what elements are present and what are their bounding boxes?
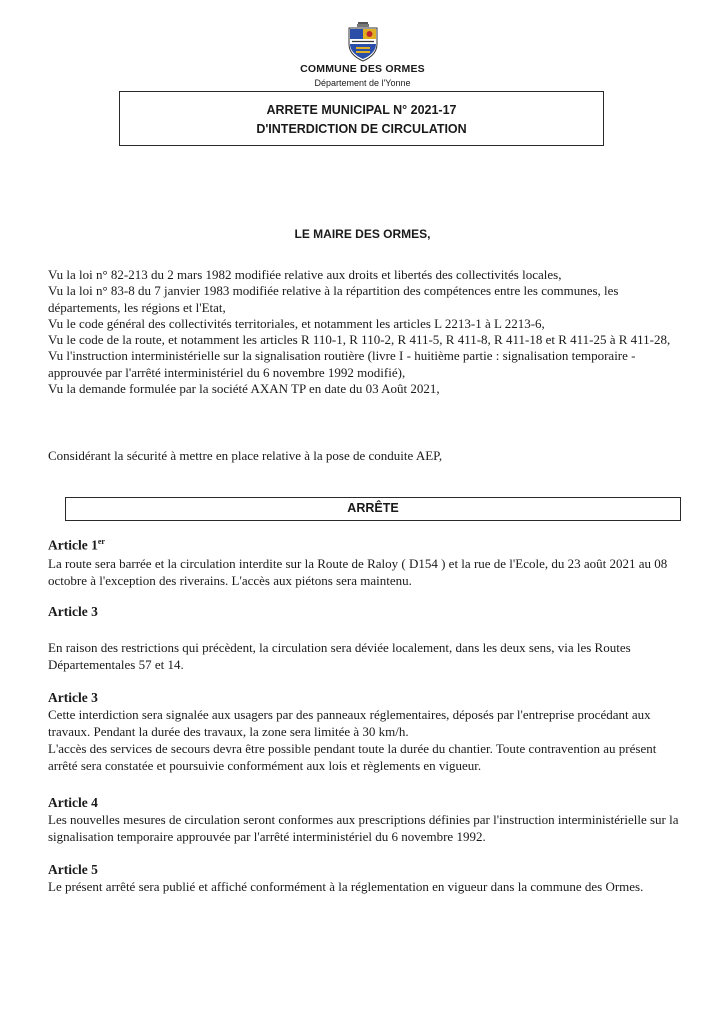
article-body: Les nouvelles mesures de circulation seront conformes aux prescriptions définies par l'instruction interministérielle sur la signalisation temporaire approuvée par l'arrêté interministériel du 6 novembre 1992. <box>48 812 679 844</box>
considerant-text: Considérant la sécurité à mettre en place relative à la pose de conduite AEP, <box>48 448 443 463</box>
article-title-superscript: er <box>97 537 105 546</box>
visa-item: Vu l'instruction interministérielle sur la signalisation routière (livre I - huitième partie : signalisation temporaire - approuvée par l'arrêté interministériel du 6 novembre 1992 modifié), <box>48 348 636 380</box>
visa-item: Vu la demande formulée par la société AXAN TP en date du 03 Août 2021, <box>48 381 440 397</box>
article-title: Article 4 <box>48 795 98 810</box>
article-title-text: Article 1 <box>48 537 98 553</box>
title-line-1: ARRETE MUNICIPAL N° 2021-17 <box>266 103 457 117</box>
maire-heading: LE MAIRE DES ORMES, <box>294 227 431 241</box>
article-title: Article 5 <box>48 862 98 877</box>
document-title-box <box>119 91 604 146</box>
article-body: La route sera barrée et la circulation interdite sur la Route de Raloy ( D154 ) et la rue de l'Ecole, du 23 août 2021 au 08 octobre à l'exception des riverains. L'accès aux piétons sera maintenu. <box>48 556 668 588</box>
article-body-continued: L'accès des services de secours devra être possible pendant toute la durée du chantier. Toute contravention au présent arrêté sera constatée et poursuivie conformément aux lois et règlements en vigueur. <box>48 741 657 773</box>
title-line-2: D'INTERDICTION DE CIRCULATION <box>256 122 467 136</box>
visa-item: Vu la loi n° 83-8 du 7 janvier 1983 modifiée relative à la répartition des compétences entre les communes, les départements, les régions et l'Etat, <box>48 283 619 315</box>
arrete-heading: ARRÊTE <box>65 497 681 521</box>
visas-list <box>48 267 688 397</box>
departement-name: Département de l'Yonne <box>314 78 411 88</box>
article-title: Article 3 <box>48 690 98 705</box>
article-title: Article 3 <box>48 604 98 619</box>
article-title <box>48 537 105 554</box>
article-body: Cette interdiction sera signalée aux usagers par des panneaux réglementaires, déposés par l'entreprise procédant aux travaux. Pendant la durée des travaux, la zone sera limitée à 30 km/h. <box>48 707 651 739</box>
commune-name: COMMUNE DES ORMES <box>300 63 425 75</box>
visa-item: Vu la loi n° 82-213 du 2 mars 1982 modifiée relative aux droits et libertés des collectivités locales, <box>48 267 562 282</box>
visa-item: Vu le code de la route, et notamment les articles R 110-1, R 110-2, R 411-5, R 411-8, R 411-18 et R 411-25 à R 411-28, <box>48 332 671 348</box>
municipal-coat-of-arms-icon <box>345 22 381 62</box>
visa-item: Vu le code général des collectivités territoriales, et notamment les articles L 2213-1 à L 2213-6, <box>48 315 545 331</box>
article-body: Le présent arrêté sera publié et affiché conformément à la réglementation en vigueur dans la commune des Ormes. <box>48 879 644 894</box>
article-body: En raison des restrictions qui précèdent, la circulation sera déviée localement, dans les deux sens, via les Routes Départementales 57 et 14. <box>48 640 631 672</box>
